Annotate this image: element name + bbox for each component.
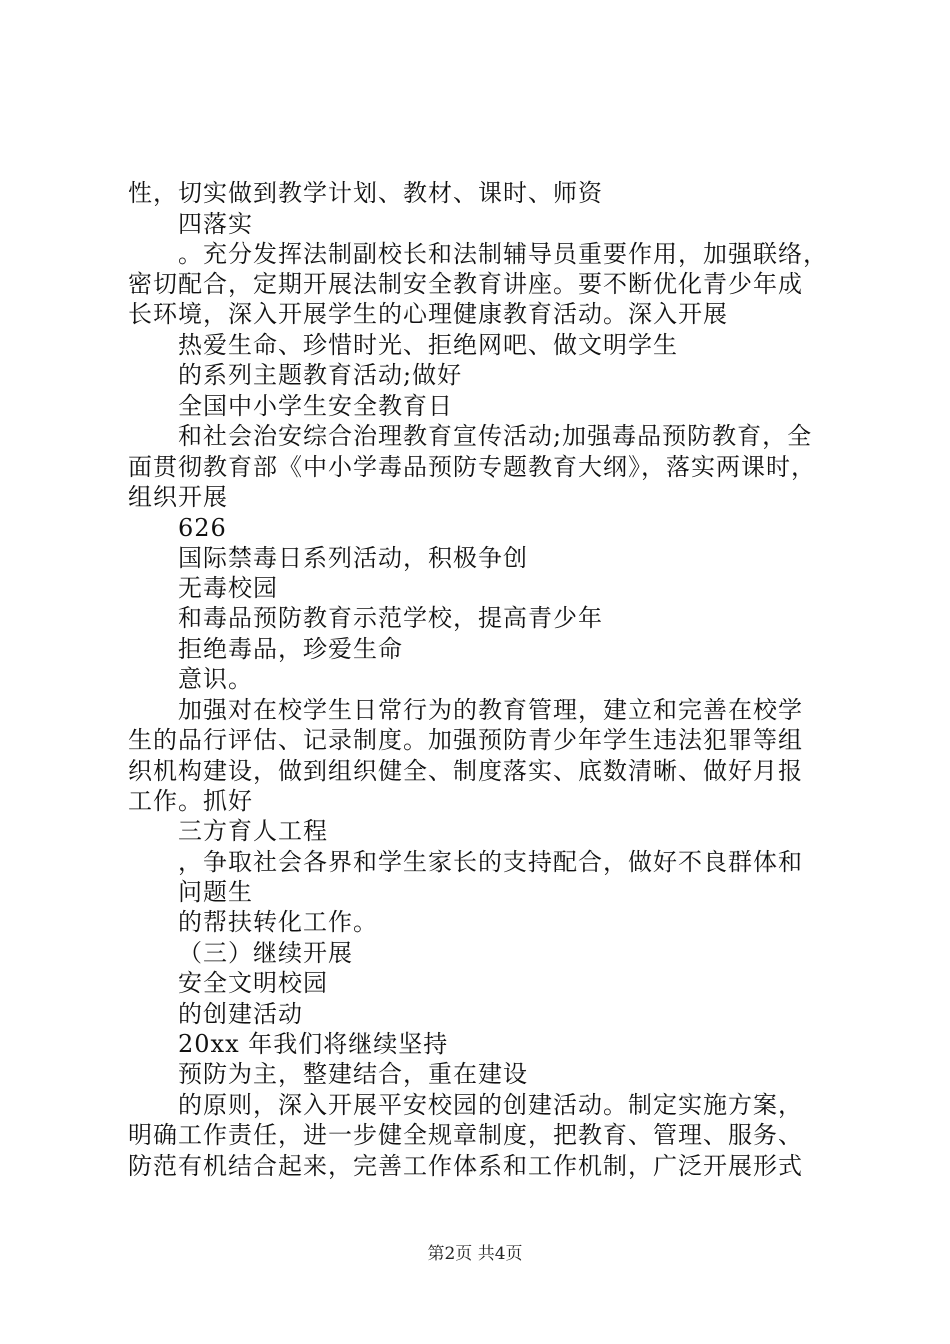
text-line: 的创建活动 — [178, 1000, 303, 1028]
text-line: 的原则，深入开展平安校园的创建活动。制定实施方案， — [178, 1091, 803, 1119]
text-line: 明确工作责任，进一步健全规章制度，把教育、管理、服务、 — [128, 1121, 803, 1149]
text-line: 安全文明校园 — [178, 969, 328, 997]
text-line: 。充分发挥法制副校长和法制辅导员重要作用，加强联络， — [178, 240, 828, 268]
text-line: 国际禁毒日系列活动，积极争创 — [178, 544, 528, 572]
text-line: 长环境，深入开展学生的心理健康教育活动。深入开展 — [128, 300, 728, 328]
text-line: ，争取社会各界和学生家长的支持配合，做好不良群体和 — [178, 848, 803, 876]
text-line: 三方育人工程 — [178, 817, 328, 845]
text-line: 预防为主，整建结合，重在建设 — [178, 1060, 528, 1088]
text-line: 626 — [178, 514, 227, 542]
text-line: 组织开展 — [128, 483, 228, 511]
text-line: 密切配合，定期开展法制安全教育讲座。要不断优化青少年成 — [128, 270, 803, 298]
page-number-footer: 第2页 共4页 — [427, 1244, 523, 1264]
text-line: 无毒校园 — [178, 574, 278, 602]
text-line: 意识。 — [178, 665, 253, 693]
text-line: 全国中小学生安全教育日 — [178, 392, 453, 420]
text-line: 工作。抓好 — [128, 787, 253, 815]
text-line: 四落实 — [178, 210, 253, 238]
text-line: 和毒品预防教育示范学校，提高青少年 — [178, 604, 603, 632]
text-line: 性，切实做到教学计划、教材、课时、师资 — [128, 179, 603, 207]
text-line: （三）继续开展 — [178, 939, 353, 967]
text-line: 拒绝毒品，珍爱生命 — [178, 635, 403, 663]
text-line: 20xx 年我们将继续坚持 — [178, 1030, 449, 1058]
text-line: 生的品行评估、记录制度。加强预防青少年学生违法犯罪等组 — [128, 726, 803, 754]
text-line: 面贯彻教育部《中小学毒品预防专题教育大纲》，落实两课时， — [128, 453, 816, 481]
text-line: 和社会治安综合治理教育宣传活动;加强毒品预防教育，全 — [178, 422, 813, 450]
text-line: 织机构建设，做到组织健全、制度落实、底数清晰、做好月报 — [128, 757, 803, 785]
text-line: 热爱生命、珍惜时光、拒绝网吧、做文明学生 — [178, 331, 678, 359]
text-line: 的帮扶转化工作。 — [178, 908, 378, 936]
text-line: 的系列主题教育活动;做好 — [178, 361, 463, 389]
text-line: 加强对在校学生日常行为的教育管理，建立和完善在校学 — [178, 696, 803, 724]
text-line: 问题生 — [178, 878, 253, 906]
text-line: 防范有机结合起来，完善工作体系和工作机制，广泛开展形式 — [128, 1152, 803, 1180]
